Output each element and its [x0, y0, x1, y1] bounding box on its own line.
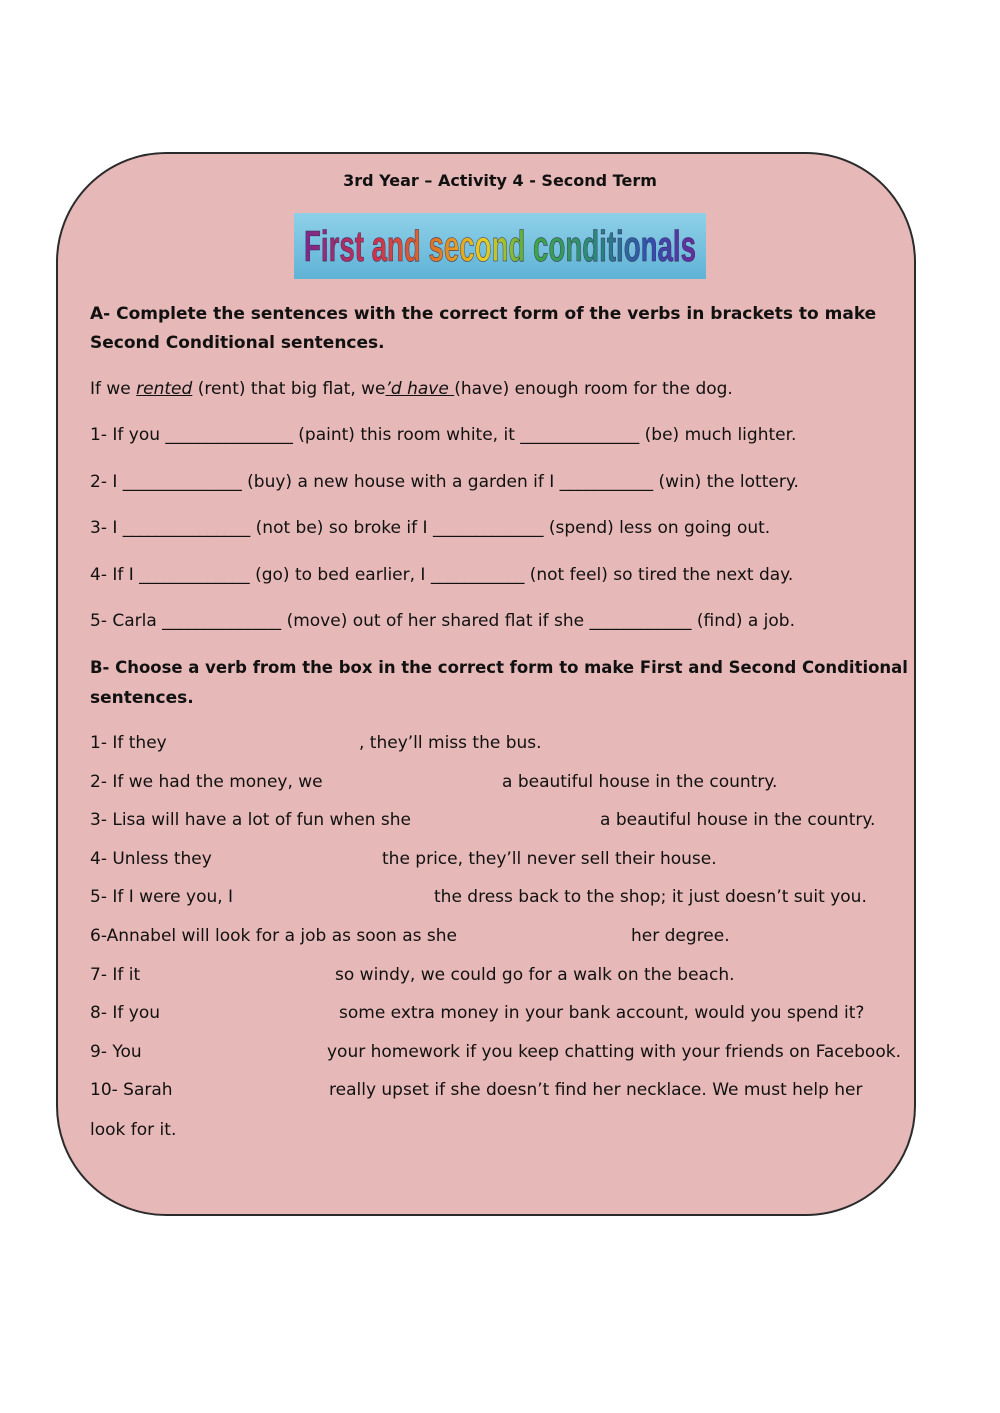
section-b-item-right: a beautiful house in the country.: [502, 772, 778, 792]
section-a-item: 2- I ______________ (buy) a new house with a garden if I ___________ (win) the lottery.: [90, 472, 799, 492]
section-b-item-left: 8- If you: [90, 1003, 160, 1023]
section-b-continuation: look for it.: [90, 1120, 177, 1140]
example-part2: (rent) that big flat, we: [192, 379, 386, 399]
section-a-item: 1- If you _______________ (paint) this room white, it ______________ (be) much lighter.: [90, 425, 797, 445]
example-answer1: rented: [136, 379, 193, 399]
section-b-item-right: the dress back to the shop; it just doesn’t suit you.: [434, 887, 867, 907]
section-b-item-right: her degree.: [631, 926, 730, 946]
section-b-item-right: , they’ll miss the bus.: [359, 733, 542, 753]
example-sentence: [90, 378, 733, 400]
section-b-item-left: 10- Sarah: [90, 1080, 173, 1100]
banner-title: First and second conditionals: [304, 222, 696, 271]
section-b-item-right: some extra money in your bank account, would you spend it?: [339, 1003, 865, 1023]
section-b-item-left: 6-Annabel will look for a job as soon as she: [90, 926, 458, 946]
title-banner: [294, 213, 706, 279]
section-a-item: 5- Carla ______________ (move) out of her shared flat if she ____________ (find) a job.: [90, 611, 795, 631]
section-b-item-left: 3- Lisa will have a lot of fun when she: [90, 810, 411, 830]
worksheet-header: 3rd Year – Activity 4 - Second Term: [343, 171, 657, 190]
section-b-item-right: a beautiful house in the country.: [600, 810, 876, 830]
section-b-item-left: 5- If I were you, I: [90, 887, 234, 907]
section-b-item-right: so windy, we could go for a walk on the beach.: [335, 965, 735, 985]
section-b-item-left: 2- If we had the money, we: [90, 772, 323, 792]
section-b-item-right: really upset if she doesn’t find her necklace. We must help her: [329, 1080, 863, 1100]
section-b-instruction-line1: B- Choose a verb from the box in the correct form to make First and Second Conditional: [90, 658, 908, 678]
section-b-item-left: 4- Unless they: [90, 849, 212, 869]
example-part1: If we: [90, 379, 137, 399]
section-a-item: 3- I _______________ (not be) so broke if I _____________ (spend) less on going out.: [90, 518, 771, 538]
section-b-instruction-line2: sentences.: [90, 688, 194, 708]
section-a-instruction-line1: A- Complete the sentences with the correct form of the verbs in brackets to make: [90, 304, 877, 324]
example-answer2: ’d have: [385, 379, 455, 399]
section-b-item-left: 1- If they: [90, 733, 167, 753]
section-b-item-right: the price, they’ll never sell their house.: [382, 849, 717, 869]
section-a-instruction-line2: Second Conditional sentences.: [90, 333, 385, 353]
section-a-item: 4- If I _____________ (go) to bed earlier, I ___________ (not feel) so tired the next day.: [90, 565, 794, 585]
section-b-item-right: your homework if you keep chatting with your friends on Facebook.: [327, 1042, 901, 1062]
example-part3: (have) enough room for the dog.: [454, 379, 733, 399]
section-b-item-left: 9- You: [90, 1042, 142, 1062]
section-b-item-left: 7- If it: [90, 965, 141, 985]
